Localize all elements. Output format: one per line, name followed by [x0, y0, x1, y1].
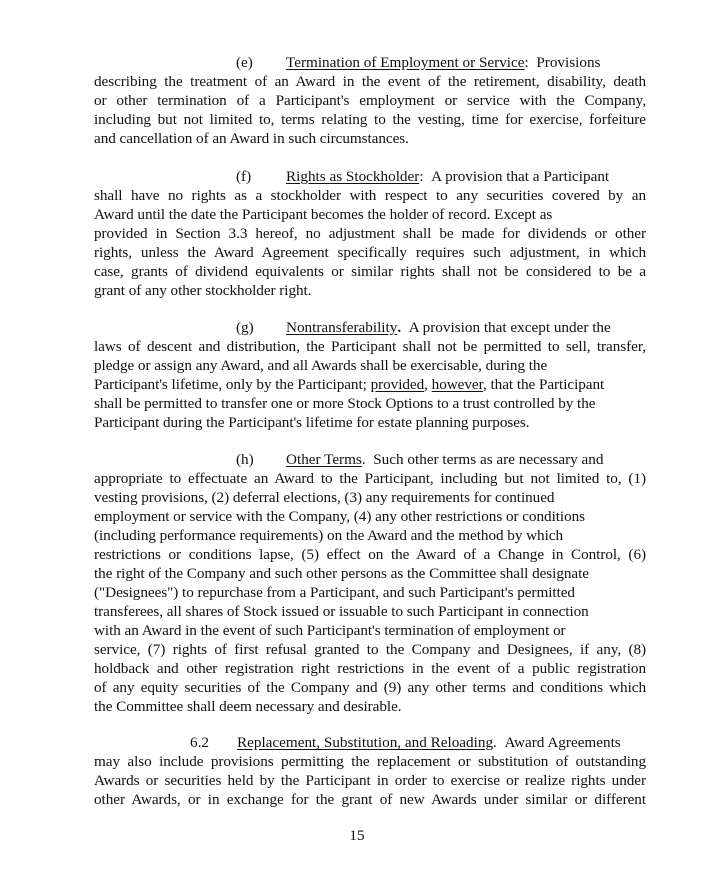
section-heading-line: Rights as Stockholder: A provision that a Participant: [286, 168, 610, 185]
section-marker: (h): [236, 451, 254, 468]
section-heading: Nontransferability: [286, 319, 398, 336]
body-line: other Awards, or in exchange for the grant of new Awards under similar or different: [94, 791, 646, 808]
body-line: (including performance requirements) on the Award and the method by which: [94, 527, 563, 544]
body-line-mixed: Participant's lifetime, only by the Participant; provided, however, that the Participant: [94, 376, 605, 393]
section-heading-line: Termination of Employment or Service: Provisions: [286, 54, 601, 71]
body-line: the Committee shall deem necessary and desirable.: [94, 698, 402, 715]
body-line: ("Designees") to repurchase from a Participant, and such Participant's permitted: [94, 584, 575, 601]
body-line: grant of any other stockholder right.: [94, 282, 312, 299]
body-line: pledge or assign any Award, and all Awards shall be exercisable, during the: [94, 357, 548, 374]
body-line: the right of the Company and such other persons as the Committee shall designate: [94, 565, 589, 582]
section-lead: A provision that except under the: [408, 319, 611, 336]
section-heading-line: Replacement, Substitution, and Reloading. Award Agreements: [237, 734, 621, 751]
body-line: or other termination of a Participant's employment or service with the Company,: [94, 92, 646, 109]
section-lead: Such other terms as are necessary and: [373, 451, 604, 468]
section-heading: Other Terms: [286, 451, 362, 468]
section-marker: (g): [236, 319, 254, 336]
body-line: service, (7) rights of first refusal granted to the Company and Designees, if any, (8): [94, 641, 646, 658]
section-marker: (f): [236, 168, 252, 185]
body-line: vesting provisions, (2) deferral elections, (3) any requirements for continued: [94, 489, 555, 506]
section-heading: Termination of Employment or Service: [286, 54, 525, 71]
section-heading-line: Other Terms. Such other terms as are necessary and: [286, 451, 604, 468]
body-line: of any equity securities of the Company and (9) any other terms and conditions which: [94, 679, 646, 696]
provided-term: provided: [370, 376, 425, 393]
section-marker: (e): [236, 54, 253, 71]
section-lead: Provisions: [536, 54, 601, 71]
body-line: provided in Section 3.3 hereof, no adjustment shall be made for dividends or other: [94, 225, 646, 242]
body-line: Participant during the Participant's lifetime for estate planning purposes.: [94, 414, 530, 431]
section-heading-line: Nontransferability. A provision that except under the: [286, 319, 611, 336]
body-line: Awards or securities held by the Participant in order to exercise or realize rights under: [94, 772, 646, 789]
page-number: 15: [349, 827, 365, 844]
body-line: may also include provisions permitting the replacement or substitution of outstanding: [94, 753, 646, 770]
body-line: with an Award in the event of such Participant's termination of employment or: [94, 622, 566, 639]
body-line: employment or service with the Company, (4) any other restrictions or conditions: [94, 508, 586, 525]
section-marker: 6.2: [190, 734, 209, 751]
section-heading: Replacement, Substitution, and Reloading: [237, 734, 494, 751]
section-lead: Award Agreements: [504, 734, 621, 751]
body-line: rights, unless the Award Agreement specifically requires such adjustment, in which: [94, 244, 646, 261]
body-line: Award until the date the Participant becomes the holder of record. Except as: [94, 206, 553, 223]
body-line: laws of descent and distribution, the Participant shall not be permitted to sell, transfer,: [94, 338, 646, 355]
body-line: restrictions or conditions lapse, (5) effect on the Award of a Change in Control, (6): [94, 546, 646, 563]
section-lead: A provision that a Participant: [431, 168, 610, 185]
body-line: describing the treatment of an Award in the event of the retirement, disability, death: [94, 73, 646, 90]
body-line: shall have no rights as a stockholder with respect to any securities covered by an: [94, 187, 646, 204]
body-line: case, grants of dividend equivalents or similar rights shall not be considered to be a: [94, 263, 646, 280]
body-line: holdback and other registration right restrictions in the event of a public registration: [94, 660, 646, 677]
body-line: appropriate to effectuate an Award to the Participant, including but not limited to, (1): [94, 470, 646, 487]
body-line: including but not limited to, terms relating to the vesting, time for exercise, forfeiture: [94, 111, 646, 128]
body-line: shall be permitted to transfer one or more Stock Options to a trust controlled by the: [94, 395, 596, 412]
however-term: however: [431, 376, 483, 393]
section-heading: Rights as Stockholder: [286, 168, 420, 185]
body-line: transferees, all shares of Stock issued or issuable to such Participant in connection: [94, 603, 589, 620]
body-line: and cancellation of an Award in such circumstances.: [94, 130, 409, 147]
